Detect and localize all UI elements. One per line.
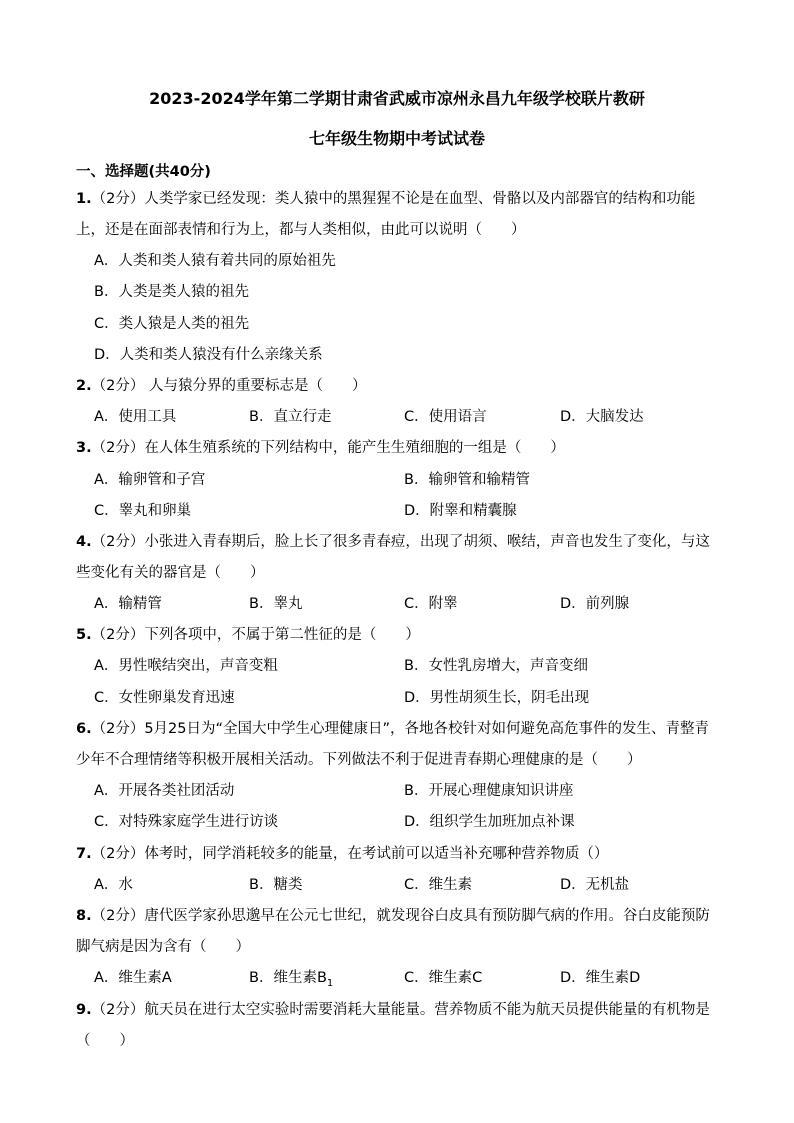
option-a: A．使用工具 [94, 409, 177, 425]
question-number: 6. [76, 721, 92, 737]
question-number: 1. [76, 191, 92, 207]
option-c: C．使用语言 [404, 409, 487, 425]
option-c: C．维生素 [404, 877, 473, 893]
option-d: D．大脑发达 [560, 409, 644, 425]
question-number: 9. [76, 1002, 92, 1018]
option-b [249, 966, 333, 989]
question-line: （2分）航天员在进行太空实验时需要消耗大量能量。营养物质不能为航天员提供能量的有机物是 [91, 1002, 710, 1018]
question-line: （2分） 人与猿分界的重要标志是（ ） [91, 378, 367, 394]
option-a: A．人类和类人猿有着共同的原始祖先 [94, 253, 336, 269]
option-a: A．开展各类社团活动 [94, 783, 235, 799]
question-number: 3. [76, 440, 92, 456]
option-b: B．开展心理健康知识讲座 [404, 783, 574, 799]
option-c: C．女性卵巢发育迅速 [94, 690, 235, 706]
option-a: A．维生素A [94, 970, 172, 986]
option-b: B．输卵管和输精管 [404, 472, 530, 488]
question-line: （ ） [76, 1033, 134, 1049]
option-b: B．直立行走 [249, 409, 332, 425]
option-d: D．前列腺 [560, 596, 630, 612]
question-7-text [76, 842, 608, 863]
option-b-subscript: 1 [326, 977, 334, 989]
option-d: D．组织学生加班加点补课 [404, 814, 575, 830]
option-a: A．输精管 [94, 596, 162, 612]
option-b: B．睾丸 [249, 596, 303, 612]
option-c: C．维生素C [404, 970, 483, 986]
option-d: D．附睾和精囊腺 [404, 503, 517, 519]
question-number: 4. [76, 534, 92, 550]
question-line: 些变化有关的器官是（ ） [76, 565, 265, 581]
option-c: C．睾丸和卵巢 [94, 503, 192, 519]
option-a: A．水 [94, 877, 133, 893]
option-b-text: B．维生素B [249, 970, 327, 986]
question-line: 脚气病是因为含有（ ） [76, 939, 250, 955]
option-c: C．对特殊家庭学生进行访谈 [94, 814, 279, 830]
option-b: B．人类是类人猿的祖先 [94, 284, 249, 300]
option-d: D．人类和类人猿没有什么亲缘关系 [94, 347, 323, 363]
question-line: （2分）唐代医学家孙思邈早在公元七世纪，就发现谷白皮具有预防脚气病的作用。谷白皮能预防 [91, 908, 710, 924]
exam-title-line2: 七年级生物期中考试试卷 [308, 129, 485, 148]
question-6-text [76, 717, 709, 738]
question-line: （2分）5月25日为“全国大中学生心理健康日”，各地各校针对如何避免高危事件的发生、青整青 [91, 721, 710, 737]
question-5-text [76, 623, 420, 644]
question-line: 上，还是在面部表情和行为上，都与人类相似，由此可以说明（ ） [76, 222, 526, 238]
question-line: （2分）体考时，同学消耗较多的能量，在考试前可以适当补充哪种营养物质（） [91, 846, 609, 862]
question-number: 2. [76, 378, 92, 394]
option-d: D．维生素D [560, 970, 641, 986]
question-number: 8. [76, 908, 92, 924]
question-2-text [76, 374, 366, 395]
question-line: （2分）在人体生殖系统的下列结构中，能产生生殖细胞的一组是（ ） [91, 440, 565, 456]
option-c: C．类人猿是人类的祖先 [94, 316, 250, 332]
option-c: C．附睾 [404, 596, 458, 612]
question-1-text [76, 187, 695, 208]
question-4-text [76, 530, 710, 551]
question-3-text [76, 436, 565, 457]
exam-title-line1: 2023-2024学年第二学期甘肃省武威市凉州永昌九年级学校联片教研 [149, 89, 645, 108]
section-heading: 一、选择题(共40分) [76, 164, 211, 180]
option-d: D．无机盐 [560, 877, 630, 893]
question-line: （2分）小张进入青春期后，脸上长了很多青春痘，出现了胡须、喉结，声音也发生了变化，与这 [91, 534, 710, 550]
question-line: 少年不合理情绪等积极开展相关活动。下列做法不利于促进青春期心理健康的是（ ） [76, 752, 642, 768]
question-8-text [76, 904, 710, 925]
option-a: A．输卵管和子宫 [94, 472, 206, 488]
option-b: B．女性乳房增大，声音变细 [404, 658, 588, 674]
option-a: A．男性喉结突出，声音变粗 [94, 658, 278, 674]
question-9-text [76, 998, 710, 1019]
question-line: （2分）下列各项中，不属于第二性征的是（ ） [91, 627, 420, 643]
question-line: （2分）人类学家已经发现：类人猿中的黑猩猩不论是在血型、骨骼以及内部器官的结构和功能 [91, 191, 696, 207]
option-d: D．男性胡须生长，阴毛出现 [404, 690, 590, 706]
question-number: 5. [76, 627, 92, 643]
option-b: B．糖类 [249, 877, 303, 893]
question-number: 7. [76, 846, 92, 862]
